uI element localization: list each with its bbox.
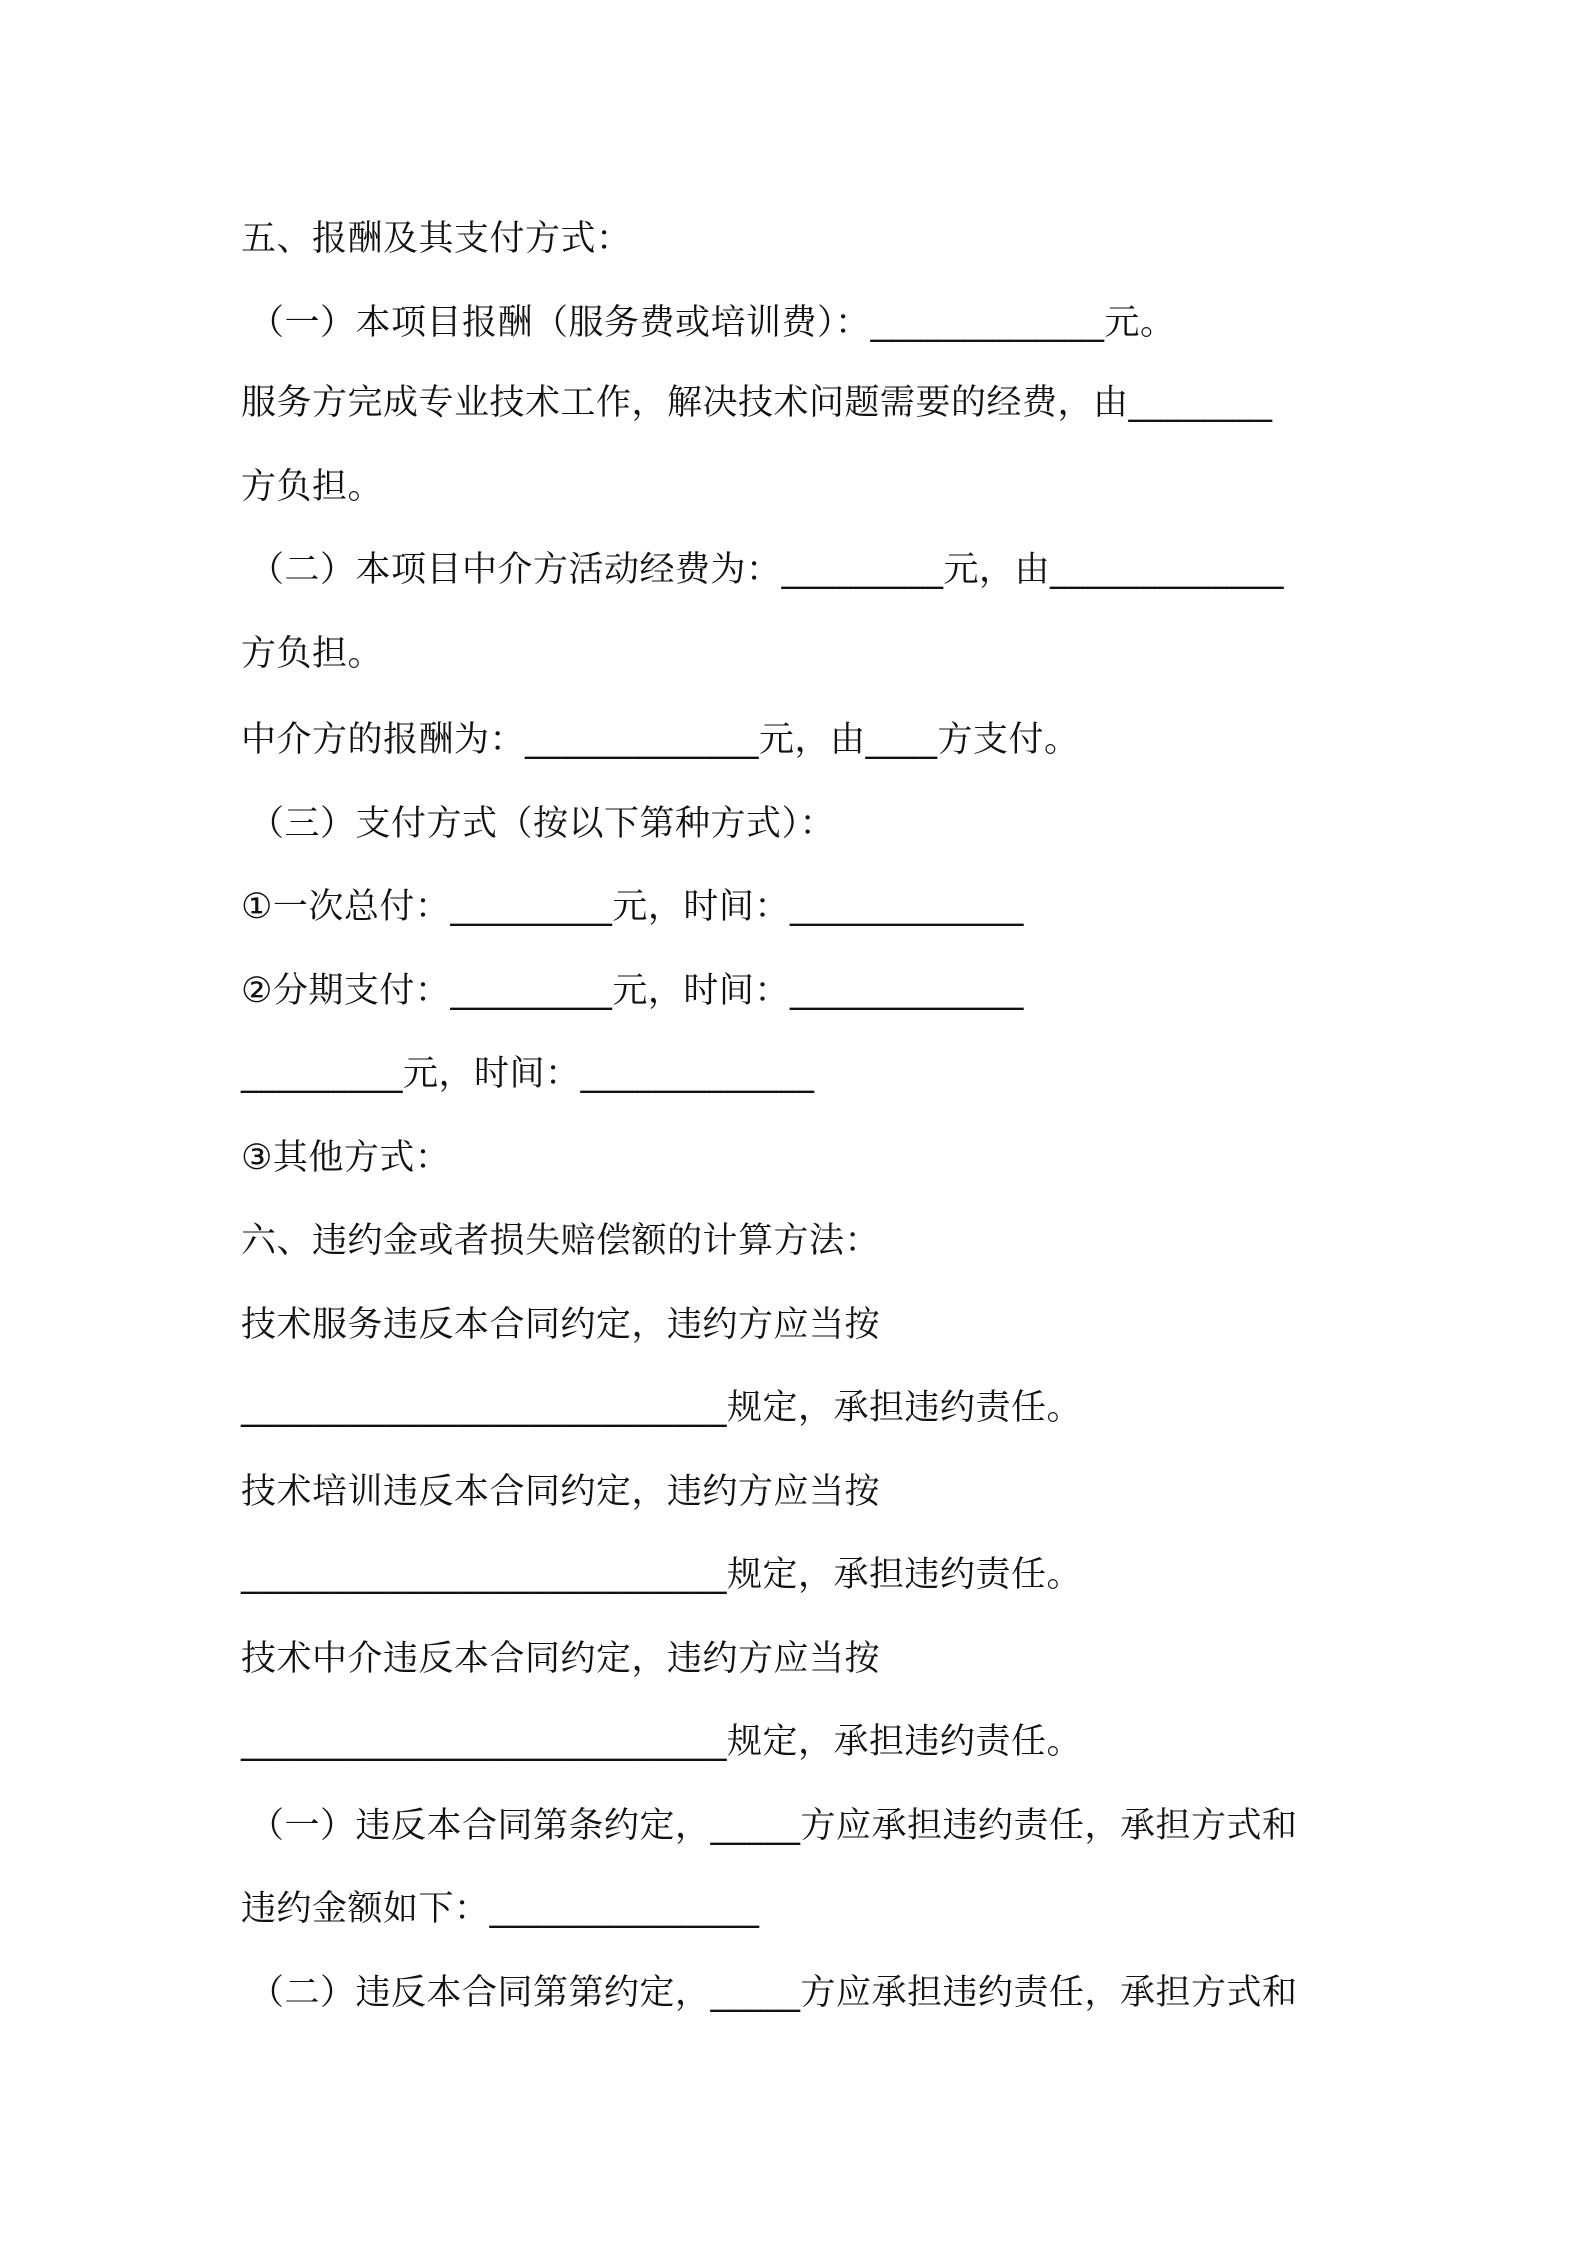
option-other: ③其他方式： <box>241 1137 451 1178</box>
paragraph-intermediary-breach: 技术中介违反本合同约定，违约方应当按 <box>241 1638 881 1679</box>
option-installment: ②分期支付：_________元，时间：_____________ <box>241 970 1024 1011</box>
item-breach-one: （一）违反本合同第条约定，_____方应承担违约责任，承担方式和 <box>249 1805 1298 1846</box>
option-lump-sum: ①一次总付：_________元，时间：_____________ <box>241 887 1024 927</box>
document-body <box>241 198 1361 2035</box>
item-breach-one-cont: 违约金额如下：_______________ <box>241 1889 760 1929</box>
option-installment-cont: _________元，时间：_____________ <box>241 1054 815 1094</box>
section-heading-six: 六、违约金或者损失赔偿额的计算方法： <box>241 1221 881 1261</box>
paragraph-service-expense-cont: 方负担。 <box>241 467 384 507</box>
item-payment-method: （三）支付方式（按以下第种方式）： <box>249 803 836 844</box>
paragraph-training-breach-cont: ___________________________规定，承担违约责任。 <box>241 1555 1083 1595</box>
paragraph-intermediary-fee: 中介方的报酬为：_____________元，由____方支付。 <box>241 720 1080 760</box>
paragraph-service-breach-cont: ___________________________规定，承担违约责任。 <box>241 1388 1083 1428</box>
section-heading-five: 五、报酬及其支付方式： <box>241 219 632 259</box>
item-breach-two: （二）违反本合同第第约定，_____方应承担违约责任，承担方式和 <box>249 1972 1298 2013</box>
paragraph-service-breach: 技术服务违反本合同约定，违约方应当按 <box>241 1304 881 1345</box>
paragraph-training-breach: 技术培训违反本合同约定，违约方应当按 <box>241 1471 881 1512</box>
item-intermediary-expense: （二）本项目中介方活动经费为：_________元，由_____________ <box>249 550 1285 590</box>
paragraph-intermediary-breach-cont: ___________________________规定，承担违约责任。 <box>241 1722 1083 1762</box>
item-intermediary-expense-cont: 方负担。 <box>241 634 384 674</box>
paragraph-service-expense: 服务方完成专业技术工作，解决技术问题需要的经费，由________ <box>241 383 1273 423</box>
item-project-remuneration: （一）本项目报酬（服务费或培训费）：_____________元。 <box>249 302 1176 343</box>
